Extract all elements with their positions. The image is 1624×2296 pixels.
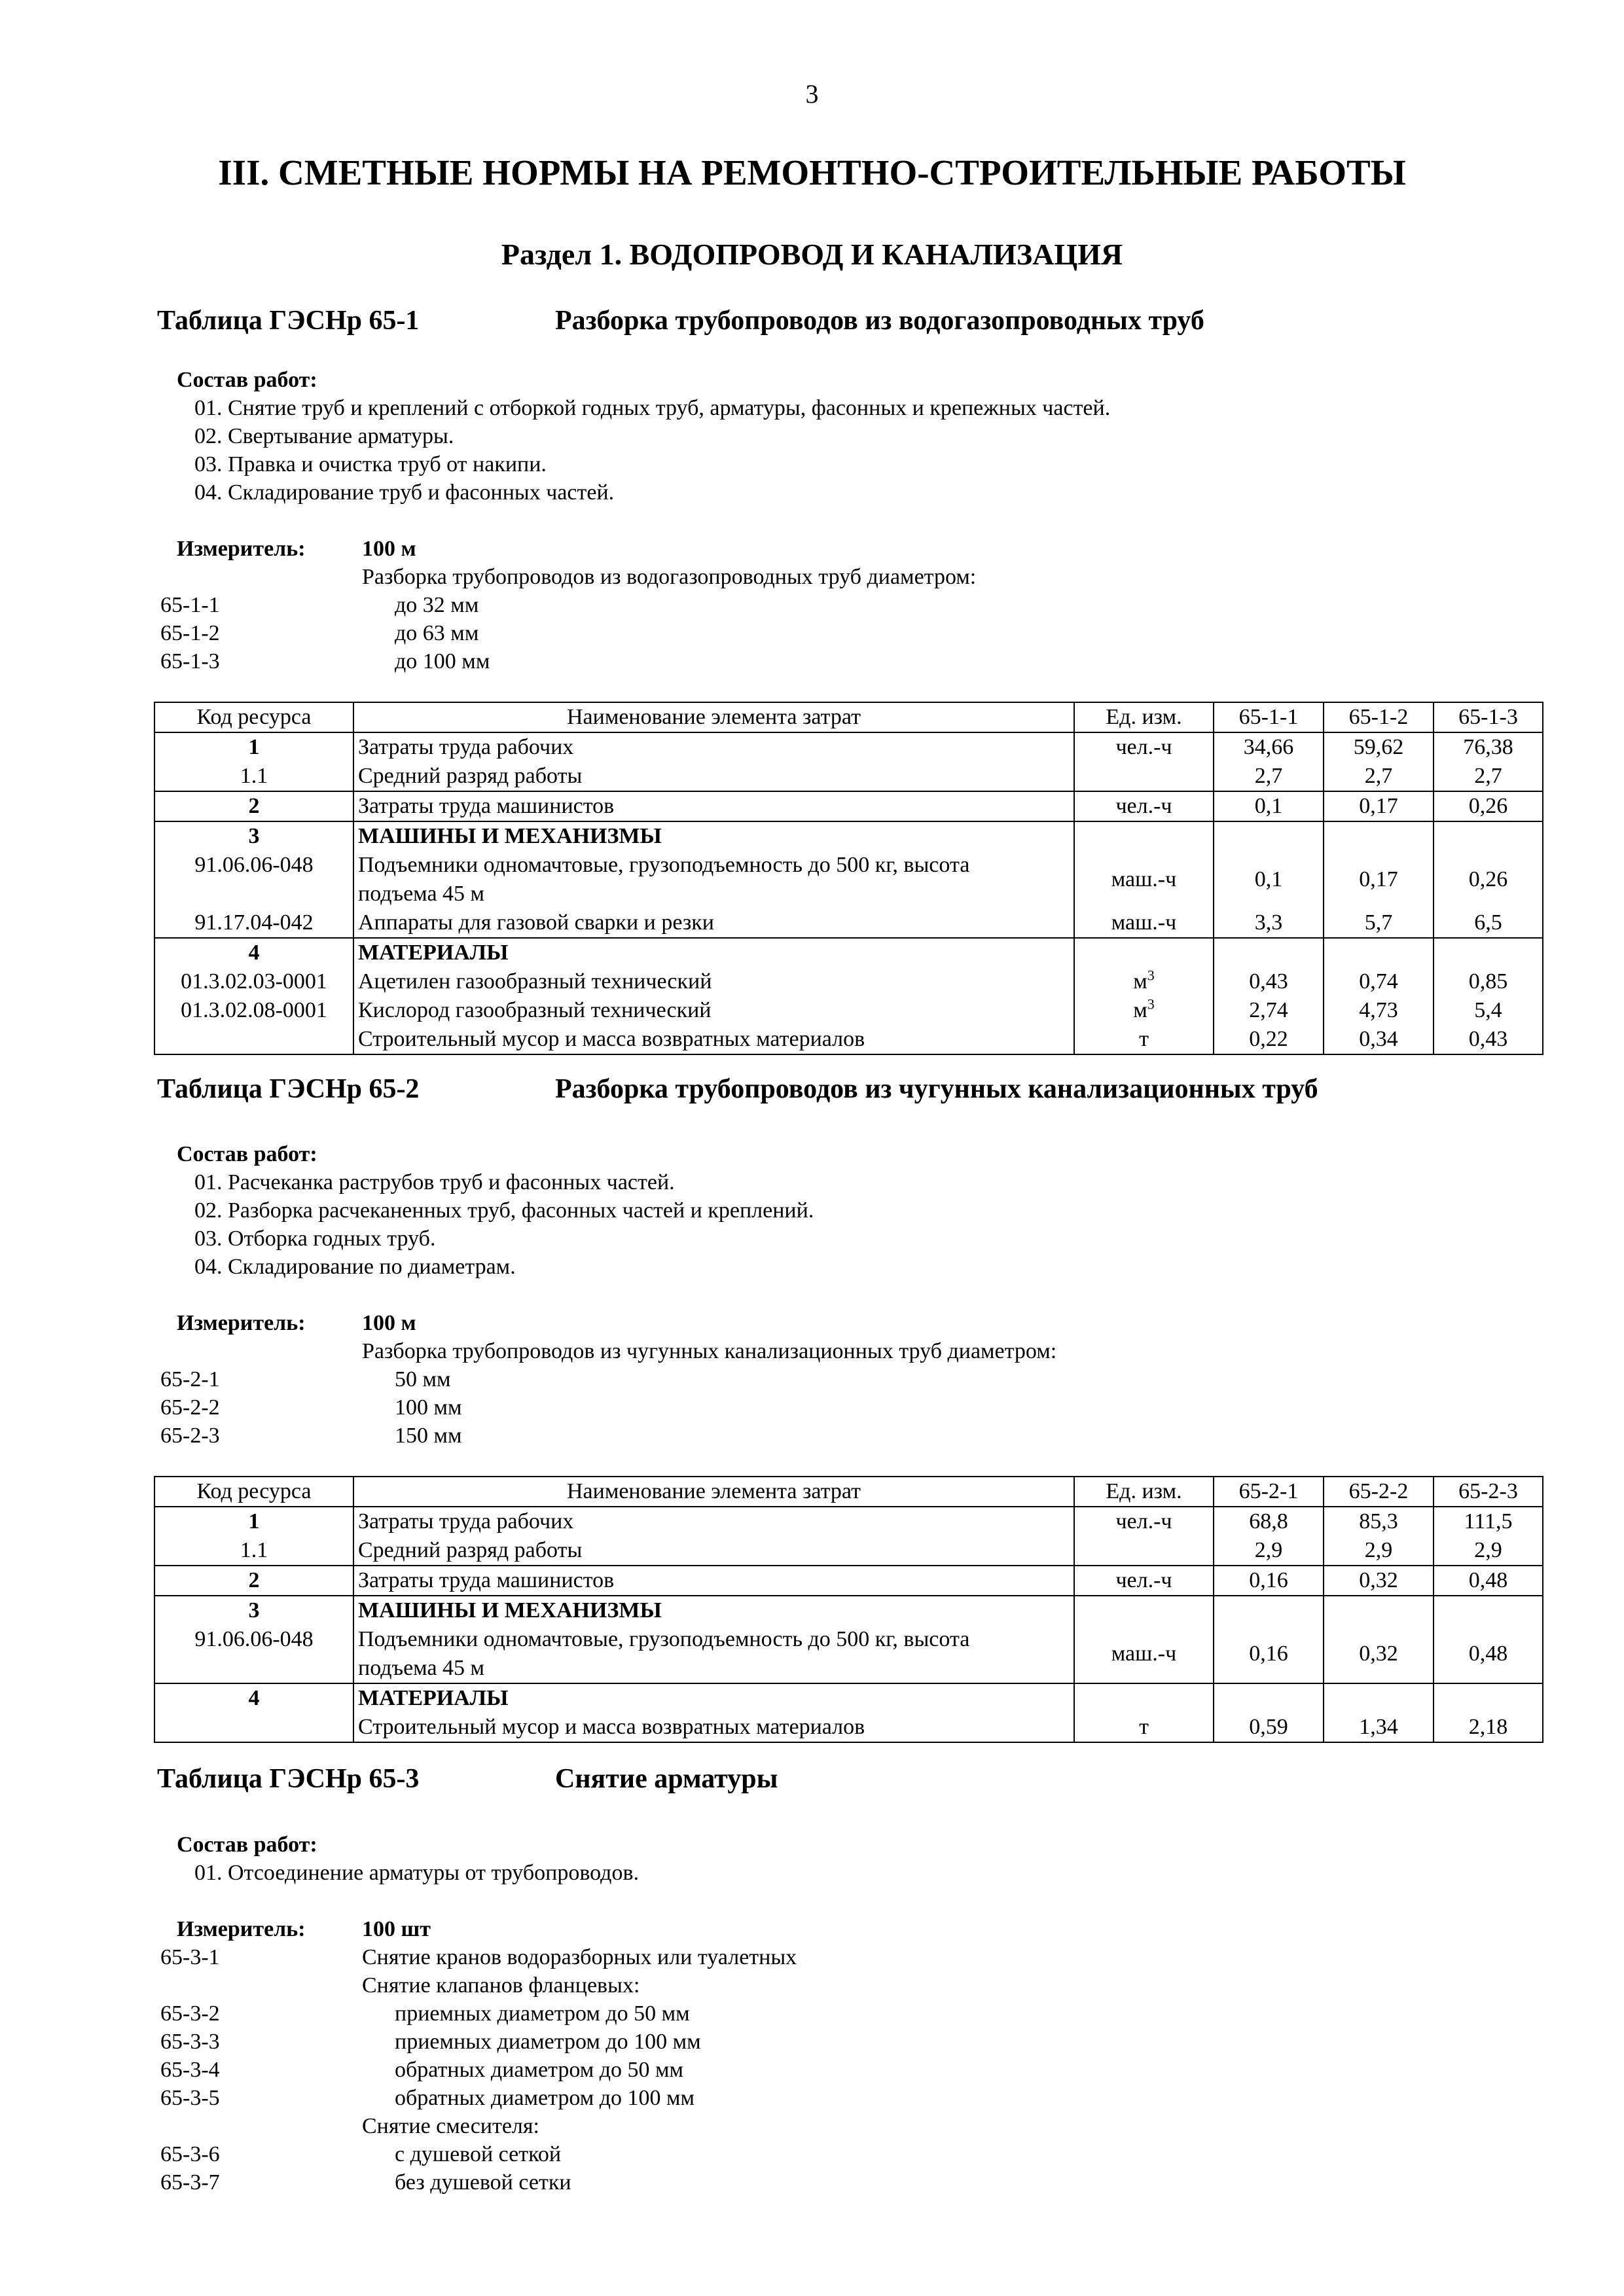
cell-name: Аппараты для газовой сварки и резки [353, 908, 1074, 938]
table-row [154, 967, 1543, 996]
norm-description: 100 мм [395, 1395, 462, 1420]
cell-unit: чел.-ч [1074, 732, 1214, 762]
norm-description: до 63 мм [395, 621, 479, 645]
cell-code: 3 [154, 1596, 353, 1625]
resource-table-65-2 [154, 1476, 1543, 1743]
cell-value: 0,16 [1214, 1566, 1324, 1596]
header-unit: Ед. изм. [1074, 702, 1214, 732]
cell-unit: чел.-ч [1074, 791, 1214, 821]
section-title: Раздел 1. ВОДОПРОВОД И КАНАЛИЗАЦИЯ [501, 238, 1123, 271]
cell-value: 3,3 [1214, 908, 1324, 938]
cell-value: 0,74 [1324, 967, 1434, 996]
norm-code: 65-3-3 [160, 2030, 220, 2054]
work-item: 01. Отсоединение арматуры от трубопроводов. [194, 1861, 640, 1885]
cell-value: 2,74 [1214, 996, 1324, 1025]
cell-value: 5,7 [1324, 908, 1434, 938]
cell-name: Строительный мусор и масса возвратных материалов [353, 1713, 1074, 1742]
cell-code: 1.1 [154, 762, 353, 791]
cell-unit: маш.-ч [1074, 851, 1214, 908]
header-norm: 65-1-1 [1214, 702, 1324, 732]
group-heading: Снятие смесителя: [362, 2114, 539, 2138]
norm-code: 65-3-1 [160, 1945, 220, 1969]
chapter-title: III. СМЕТНЫЕ НОРМЫ НА РЕМОНТНО-СТРОИТЕЛЬНЫЕ РАБОТЫ [218, 152, 1406, 192]
work-item: 01. Снятие труб и креплений с отборкой годных труб, арматуры, фасонных и крепежных частей. [194, 396, 1111, 420]
cell-value: 76,38 [1434, 732, 1543, 762]
cell-code: 01.3.02.03-0001 [154, 967, 353, 996]
cell-name: Строительный мусор и масса возвратных материалов [353, 1025, 1074, 1054]
norm-description: без душевой сетки [395, 2170, 571, 2195]
cell-value: 0,34 [1324, 1025, 1434, 1054]
cell-value: 34,66 [1214, 732, 1324, 762]
work-item: 03. Правка и очистка труб от накипи. [194, 452, 547, 476]
cell-value: 4,73 [1324, 996, 1434, 1025]
cell-name: Затраты труда рабочих [353, 732, 1074, 762]
table-row [154, 938, 1543, 967]
table-row [154, 1507, 1543, 1536]
measure-value: 100 м [362, 1311, 416, 1335]
table-row [154, 1025, 1543, 1054]
norm-code: 65-3-4 [160, 2058, 220, 2082]
norm-code: 65-3-6 [160, 2142, 220, 2166]
cell-value: 0,17 [1324, 851, 1434, 908]
cell-code: 91.06.06-048 [154, 851, 353, 908]
norm-code: 65-2-2 [160, 1395, 220, 1420]
cell-unit: $м^3$ [1074, 996, 1214, 1025]
cell-value: 59,62 [1324, 732, 1434, 762]
norm-description: с душевой сеткой [395, 2142, 562, 2166]
norm-description: 50 мм [395, 1367, 451, 1391]
norm-description: приемных диаметром до 100 мм [395, 2030, 701, 2054]
norm-code: 65-3-5 [160, 2086, 220, 2110]
table-header-row [154, 1477, 1543, 1507]
table-row [154, 791, 1543, 821]
cell-code: 91.06.06-048 [154, 1625, 353, 1683]
table-row [154, 1566, 1543, 1596]
norm-description: 150 мм [395, 1424, 462, 1448]
work-item: 02. Свертывание арматуры. [194, 424, 454, 448]
cell-value: 0,17 [1324, 791, 1434, 821]
table-label: Таблица ГЭСНр 65-1 [157, 306, 420, 336]
cell-value: 0,32 [1324, 1566, 1434, 1596]
cell-code: 4 [154, 938, 353, 967]
work-item: 02. Разборка расчеканенных труб, фасонных частей и креплений. [194, 1198, 814, 1223]
cell-name-line: Подъемники одномачтовые, грузоподъемность до 500 кг, высота [358, 1627, 970, 1651]
cell-value: 2,7 [1214, 762, 1324, 791]
header-code: Код ресурса [154, 702, 353, 732]
header-norm: 65-2-3 [1434, 1477, 1543, 1507]
cell-value: 0,1 [1214, 851, 1324, 908]
cell-value: 0,59 [1214, 1713, 1324, 1742]
cell-value: 0,48 [1434, 1625, 1543, 1683]
cell-name: Затраты труда машинистов [353, 791, 1074, 821]
cell-name: Кислород газообразный технический [353, 996, 1074, 1025]
group-heading: Снятие клапанов фланцевых: [362, 1973, 640, 1998]
cell-name-line: Подъемники одномачтовые, грузоподъемность до 500 кг, высота [358, 853, 970, 877]
work-item: 04. Складирование по диаметрам. [194, 1255, 516, 1279]
cell-value: 0,26 [1434, 791, 1543, 821]
header-name: Наименование элемента затрат [353, 702, 1074, 732]
cell-name [353, 1625, 1074, 1683]
measure-description: Разборка трубопроводов из водогазопроводных труб диаметром: [362, 565, 977, 589]
cell-value: 0,43 [1434, 1025, 1543, 1054]
norm-code: 65-3-7 [160, 2170, 220, 2195]
cell-code: 1 [154, 732, 353, 762]
cell-code: 01.3.02.08-0001 [154, 996, 353, 1025]
table-row [154, 851, 1543, 908]
measure-label: Измеритель: [177, 1311, 306, 1335]
cell-code: 3 [154, 821, 353, 851]
measure-label: Измеритель: [177, 537, 306, 561]
norm-description: приемных диаметром до 50 мм [395, 2001, 690, 2026]
norm-description: Снятие кранов водоразборных или туалетных [362, 1945, 797, 1969]
table-label: Таблица ГЭСНр 65-3 [157, 1764, 420, 1794]
table-row [154, 1713, 1543, 1742]
resource-table-65-1 [154, 702, 1543, 1055]
norm-description: до 100 мм [395, 649, 490, 673]
cell-unit: $м^3$ [1074, 967, 1214, 996]
header-name: Наименование элемента затрат [353, 1477, 1074, 1507]
table-row [154, 762, 1543, 791]
table-title: Снятие арматуры [555, 1764, 778, 1794]
cell-code: 4 [154, 1683, 353, 1713]
work-item: 01. Расчеканка раструбов труб и фасонных частей. [194, 1170, 675, 1194]
cell-value: 68,8 [1214, 1507, 1324, 1536]
cell-value: 2,9 [1434, 1536, 1543, 1566]
cell-name: Средний разряд работы [353, 762, 1074, 791]
header-norm: 65-2-2 [1324, 1477, 1434, 1507]
cell-value: 5,4 [1434, 996, 1543, 1025]
header-unit: Ед. изм. [1074, 1477, 1214, 1507]
norm-code: 65-1-2 [160, 621, 220, 645]
cell-code: 2 [154, 1566, 353, 1596]
table-row [154, 732, 1543, 762]
cell-value: 0,43 [1214, 967, 1324, 996]
cell-name-line: подъема 45 м [358, 882, 485, 906]
cell-unit: маш.-ч [1074, 1625, 1214, 1683]
header-norm: 65-1-2 [1324, 702, 1434, 732]
cell-value: 0,85 [1434, 967, 1543, 996]
composition-label: Состав работ: [177, 1833, 317, 1857]
cell-code: 1.1 [154, 1536, 353, 1566]
cell-value: 0,26 [1434, 851, 1543, 908]
cell-code: 1 [154, 1507, 353, 1536]
cell-value: 0,22 [1214, 1025, 1324, 1054]
table-header-row [154, 702, 1543, 732]
cell-name: МАТЕРИАЛЫ [353, 1683, 1074, 1713]
norm-code: 65-2-3 [160, 1424, 220, 1448]
cell-name-line: подъема 45 м [358, 1656, 485, 1680]
cell-unit: маш.-ч [1074, 908, 1214, 938]
cell-code: 2 [154, 791, 353, 821]
cell-code: 91.17.04-042 [154, 908, 353, 938]
page-number: 3 [805, 79, 819, 109]
cell-value: 0,16 [1214, 1625, 1324, 1683]
cell-value: 2,7 [1324, 762, 1434, 791]
header-norm: 65-2-1 [1214, 1477, 1324, 1507]
cell-value: 0,1 [1214, 791, 1324, 821]
cell-value: 2,18 [1434, 1713, 1543, 1742]
cell-unit: т [1074, 1025, 1214, 1054]
table-title: Разборка трубопроводов из водогазопроводных труб [555, 306, 1204, 336]
cell-name: МАШИНЫ И МЕХАНИЗМЫ [353, 821, 1074, 851]
cell-unit: чел.-ч [1074, 1566, 1214, 1596]
cell-value: 0,48 [1434, 1566, 1543, 1596]
table-row [154, 908, 1543, 938]
measure-description: Разборка трубопроводов из чугунных канализационных труб диаметром: [362, 1339, 1057, 1363]
table-row [154, 1625, 1543, 1683]
measure-label: Измеритель: [177, 1917, 306, 1941]
header-norm: 65-1-3 [1434, 702, 1543, 732]
table-label: Таблица ГЭСНр 65-2 [157, 1074, 420, 1104]
header-code: Код ресурса [154, 1477, 353, 1507]
cell-name: МАШИНЫ И МЕХАНИЗМЫ [353, 1596, 1074, 1625]
cell-value: 0,32 [1324, 1625, 1434, 1683]
work-item: 04. Складирование труб и фасонных частей. [194, 480, 615, 505]
table-row [154, 821, 1543, 851]
cell-value: 85,3 [1324, 1507, 1434, 1536]
norm-code: 65-1-3 [160, 649, 220, 673]
work-item: 03. Отборка годных труб. [194, 1227, 436, 1251]
norm-code: 65-2-1 [160, 1367, 220, 1391]
norm-code: 65-1-1 [160, 593, 220, 617]
table-row [154, 1683, 1543, 1713]
norm-code: 65-3-2 [160, 2001, 220, 2026]
cell-value: 2,9 [1214, 1536, 1324, 1566]
norm-description: обратных диаметром до 100 мм [395, 2086, 695, 2110]
cell-value: 1,34 [1324, 1713, 1434, 1742]
cell-unit: чел.-ч [1074, 1507, 1214, 1536]
cell-value: 2,9 [1324, 1536, 1434, 1566]
cell-name [353, 851, 1074, 908]
cell-name: Средний разряд работы [353, 1536, 1074, 1566]
cell-value: 111,5 [1434, 1507, 1543, 1536]
composition-label: Состав работ: [177, 368, 317, 392]
cell-name: Затраты труда рабочих [353, 1507, 1074, 1536]
measure-value: 100 шт [362, 1917, 431, 1941]
table-row [154, 1596, 1543, 1625]
cell-name: Затраты труда машинистов [353, 1566, 1074, 1596]
cell-value: 6,5 [1434, 908, 1543, 938]
cell-name: Ацетилен газообразный технический [353, 967, 1074, 996]
cell-unit: т [1074, 1713, 1214, 1742]
table-row [154, 1536, 1543, 1566]
norm-description: до 32 мм [395, 593, 479, 617]
composition-label: Состав работ: [177, 1142, 317, 1166]
cell-name: МАТЕРИАЛЫ [353, 938, 1074, 967]
table-row [154, 996, 1543, 1025]
measure-value: 100 м [362, 537, 416, 561]
table-title: Разборка трубопроводов из чугунных канализационных труб [555, 1074, 1318, 1104]
norm-description: обратных диаметром до 50 мм [395, 2058, 684, 2082]
cell-value: 2,7 [1434, 762, 1543, 791]
